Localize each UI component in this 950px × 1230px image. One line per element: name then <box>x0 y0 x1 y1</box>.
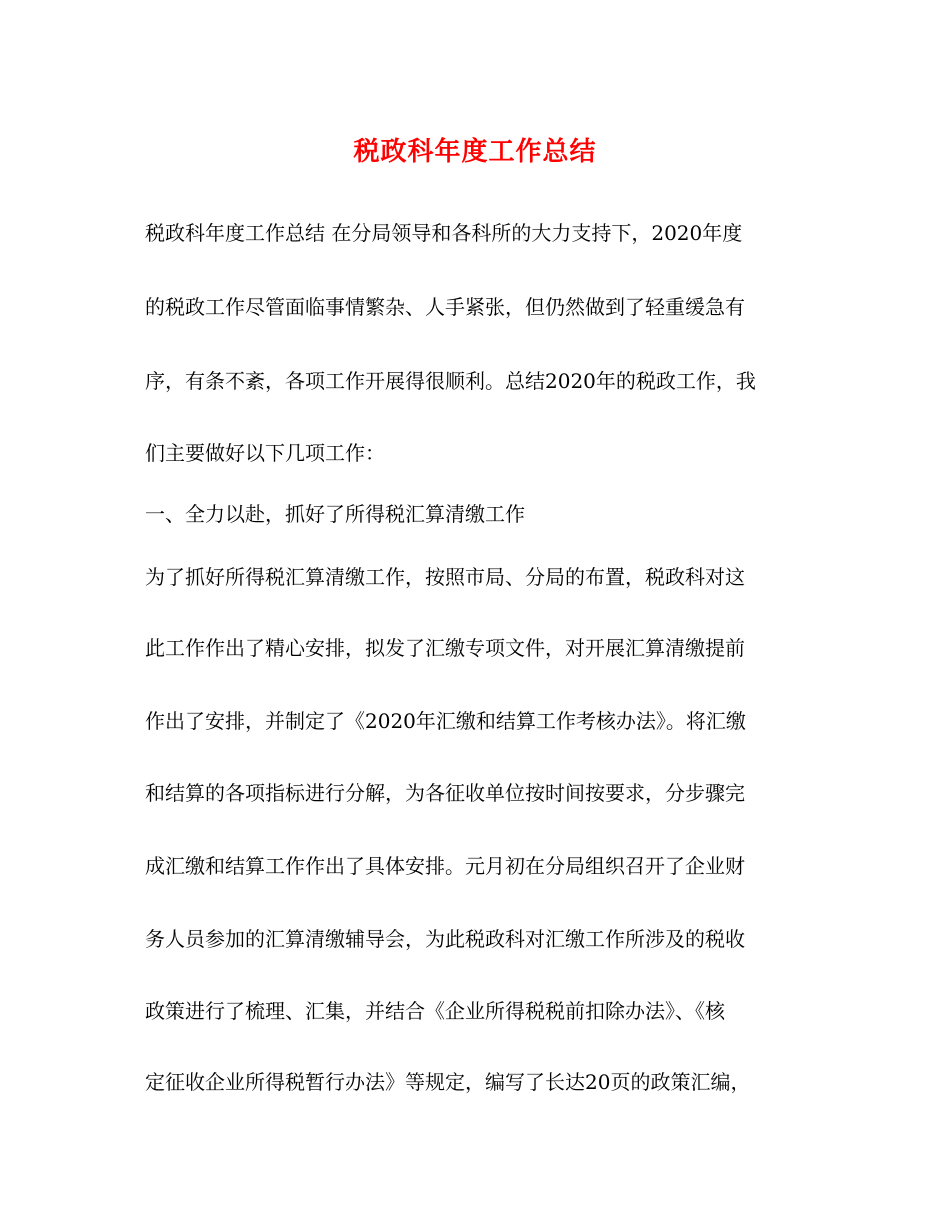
body-line-8: 作出了安排，并制定了《2020年汇缴和结算工作考核办法》。将汇缴 <box>145 709 746 733</box>
body-line-11: 务人员参加的汇算清缴辅导会，为此税政科对汇缴工作所涉及的税收 <box>145 927 745 951</box>
body-line-10: 成汇缴和结算工作作出了具体安排。元月初在分局组织召开了企业财 <box>145 854 745 878</box>
body-line-3: 序，有条不紊，各项工作开展得很顺利。总结2020年的税政工作，我 <box>145 369 756 393</box>
body-line-1: 税政科年度工作总结 在分局领导和各科所的大力支持下，2020年度 <box>145 221 743 245</box>
body-line-9: 和结算的各项指标进行分解，为各征收单位按时间按要求，分步骤完 <box>145 781 745 805</box>
body-line-6: 为了抓好所得税汇算清缴工作，按照市局、分局的布置，税政科对这 <box>145 565 745 589</box>
section-heading-1: 一、全力以赴，抓好了所得税汇算清缴工作 <box>145 502 525 526</box>
document-title: 税政科年度工作总结 <box>353 137 597 167</box>
body-line-12: 政策进行了梳理、汇集，并结合《企业所得税税前扣除办法》、《核 <box>145 999 725 1023</box>
body-line-2: 的税政工作尽管面临事情繁杂、人手紧张，但仍然做到了轻重缓急有 <box>145 295 745 319</box>
body-line-13: 定征收企业所得税暂行办法》等规定，编写了长达20页的政策汇编， <box>145 1070 751 1094</box>
body-line-7: 此工作作出了精心安排，拟发了汇缴专项文件，对开展汇算清缴提前 <box>145 636 745 660</box>
body-line-4: 们主要做好以下几项工作： <box>145 441 385 465</box>
